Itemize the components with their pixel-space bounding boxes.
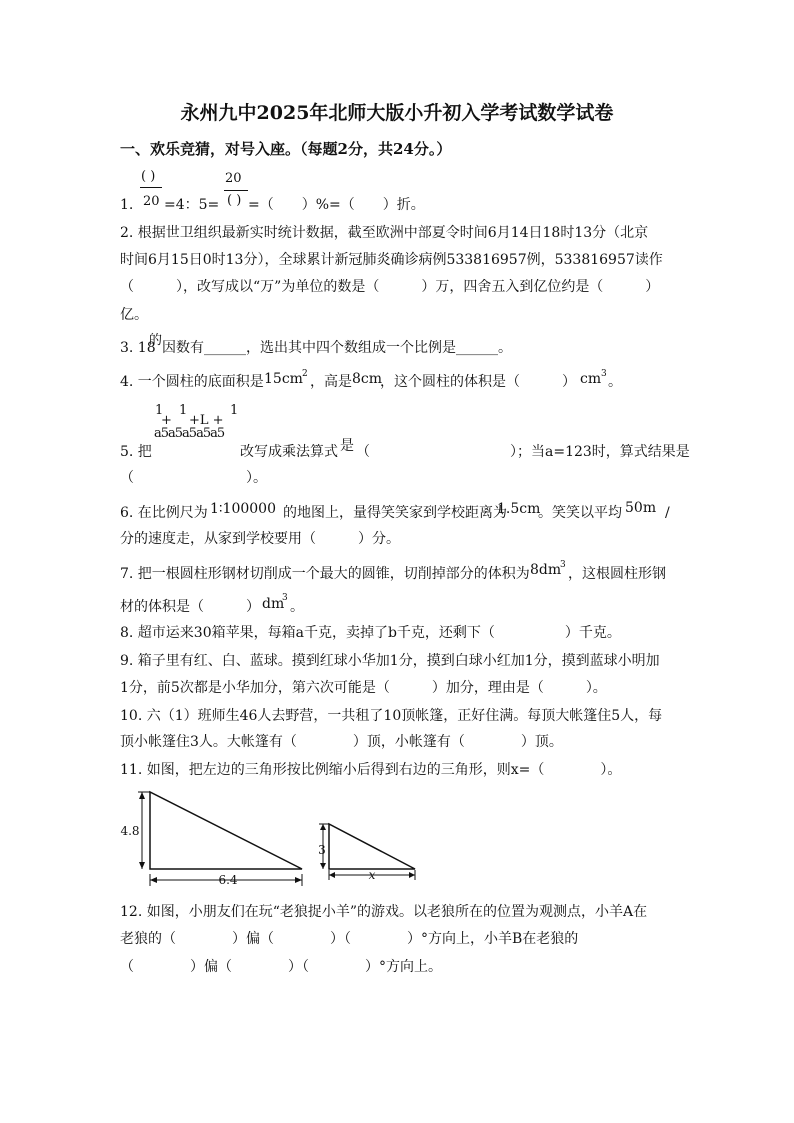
q3-text: 因数有______，选出其中四个数组成一个比例是______。 [162, 340, 512, 356]
small-height-label: 3 [318, 843, 326, 857]
section-heading: 一、欢乐竞猜，对号入座。（每题2分，共24分。） [120, 140, 452, 158]
q11-text: 11. 如图，把左边的三角形按比例缩小后得到右边的三角形，则x=（ ）。 [120, 762, 622, 778]
q7-unit: dm [262, 596, 285, 612]
big-base-label: 6.4 [218, 873, 238, 887]
q6-text-c: 。笑笑以平均 [538, 505, 622, 521]
big-height-arrow-top [139, 792, 145, 799]
q9-line1: 9. 箱子里有红、白、蓝球。摸到红球小华加1分，摸到白球小红加1分，摸到蓝球小明加 [120, 653, 660, 669]
q9-line2: 1分，前5次都是小华加分，第六次可能是（ ）加分，理由是（ ）。 [120, 680, 607, 696]
small-base-arrow-left [329, 872, 335, 878]
q4-text-a: 4. 一个圆柱的底面积是 [120, 374, 264, 390]
q4-area: 15cm [264, 371, 303, 387]
big-triangle [150, 792, 302, 869]
small-height-arrow-top [320, 824, 326, 830]
fraction2-numerator: 20 [225, 171, 242, 186]
q4-height: 8cm [352, 371, 383, 387]
q5-text-b: 改写成乘法算式 [240, 444, 338, 460]
q12-line1: 12. 如图，小朋友们在玩“老狼捉小羊”的游戏。以老狼所在的位置为观测点，小羊A在 [120, 904, 648, 920]
q2-line3: （ ），改写成以“万”为单位的数是（ ）万，四舍五入到亿位约是（ ） [120, 279, 660, 295]
fraction2-bar [224, 190, 248, 191]
q7-volume-exp: 3 [560, 560, 566, 570]
q10-line1: 10. 六（1）班师生46人去野营，一共租了10顶帐篷，正好住满。每顶大帐篷住5人，每 [120, 708, 663, 724]
q5-expr-plusL: +L + [189, 413, 224, 428]
fraction1-bar [140, 187, 162, 188]
q6-text-b: 的地图上，量得笑笑家到学校距离为 [283, 505, 507, 521]
q2-line2: 时间6月15日0时13分），全球累计新冠肺炎确诊病例533816957例，533816957读作 [120, 252, 663, 268]
q6-speed: 50m [625, 500, 657, 516]
big-base-arrow-right [295, 877, 302, 883]
q5-text-a: 5. 把 [120, 444, 152, 460]
q10-line2: 顶小帐篷住3人。大帐篷有（ ）顶，小帐篷有（ ）顶。 [120, 734, 563, 750]
q1-number: 1. [120, 197, 134, 213]
q5-expr-plus: + [161, 413, 172, 428]
q4-unit-exp: 3 [601, 369, 607, 379]
small-triangle [329, 824, 415, 869]
q7-text-c: 。 [290, 599, 304, 615]
q6-scale: 1∶100000 [210, 501, 276, 517]
q5-expr-num-c: 1 [230, 403, 239, 418]
big-height-arrow-bottom [139, 862, 145, 869]
q5-expr-num-a: 1 [155, 403, 164, 418]
q3-number: 3. 18 [120, 340, 156, 356]
q6-slash: / [665, 505, 670, 521]
q11-triangles-figure [120, 784, 440, 894]
q5-text-d: （ ）；当a=123时，算式结果是 [356, 444, 690, 460]
q2-line1: 2. 根据世卫组织最新实时统计数据，截至欧洲中部夏令时间6月14日18时13分（北京 [120, 225, 649, 241]
q7-text-a: 7. 把一根圆柱形钢材切削成一个最大的圆锥，切削掉部分的体积为 [120, 566, 530, 582]
big-base-arrow-left [150, 877, 157, 883]
q7-text-b: ，这根圆柱形钢 [568, 566, 666, 582]
q5-expr-denominators: a5a5a5a5a5 [154, 426, 225, 441]
page-title: 永州九中2025年北师大版小升初入学考试数学试卷 [180, 102, 614, 124]
q4-text-c: ，这个圆柱的体积是（ ） [380, 374, 576, 390]
q3-superscript: 的 [149, 333, 163, 348]
fraction2-denominator: ( ) [227, 193, 242, 208]
q5-text-e: （ ）。 [120, 470, 267, 486]
small-base-arrow-right [409, 872, 415, 878]
q5-expr-num-b: 1 [179, 403, 188, 418]
q7-volume: 8dm [530, 562, 562, 578]
small-base-label: x [368, 868, 376, 882]
q6-text-a: 6. 在比例尺为 [120, 505, 208, 521]
q4-unit: cm [580, 371, 602, 387]
q5-text-c: 是 [340, 438, 354, 454]
fraction1-numerator: ( ) [141, 169, 156, 184]
q4-text-b: ，高是 [310, 374, 352, 390]
q7-unit-exp: 3 [282, 593, 288, 603]
q12-line2: 老狼的（ ）偏（ ）（ ）°方向上，小羊B在老狼的 [120, 931, 579, 947]
small-height-arrow-bottom [320, 863, 326, 869]
q8-text: 8. 超市运来30箱苹果，每箱a千克，卖掉了b千克，还剩下（ ）千克。 [120, 625, 621, 641]
q6-line2: 分的速度走，从家到学校要用（ ）分。 [120, 531, 400, 547]
q6-distance: 1.5cm [497, 501, 541, 517]
big-height-label: 4.8 [120, 824, 140, 838]
q4-text-d: 。 [608, 374, 622, 390]
q12-line3: （ ）偏（ ）（ ）°方向上。 [120, 959, 442, 975]
q7-line2: 材的体积是（ ） [120, 599, 260, 615]
q1-tail: =（ ）%=（ ）折。 [248, 197, 425, 213]
q2-line4: 亿。 [120, 307, 148, 323]
q1-ratio: =4：5= [164, 197, 220, 213]
q4-area-exp: 2 [302, 369, 308, 379]
fraction1-denominator: 20 [143, 194, 160, 209]
